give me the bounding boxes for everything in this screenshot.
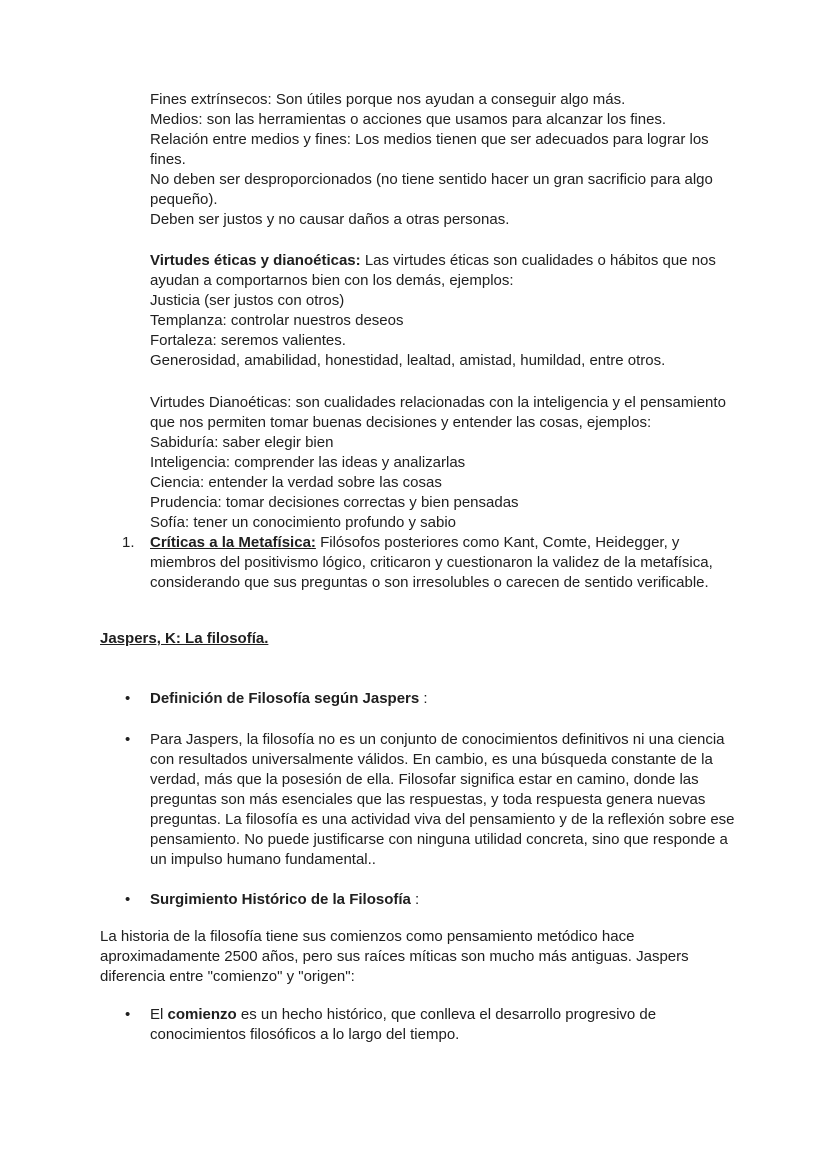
surgimiento-lead: Surgimiento Histórico de la Filosofía: [150, 891, 411, 908]
line-relacion-medios-fines: Relación entre medios y fines: Los medios tienen que ser adecuados para lograr los fines.: [150, 131, 709, 168]
comienzo-pre: El: [150, 1006, 168, 1023]
line-inteligencia: Inteligencia: comprender las ideas y analizarlas: [150, 454, 466, 471]
paragraph-virtudes-eticas: [150, 251, 738, 291]
definicion-text: [150, 689, 738, 709]
virtudes-eticas-block: [150, 251, 738, 371]
criticas-rest: Filósofos posteriores como Kant, Comte, Heidegger, y miembros del positivismo lógico, criticaron y cuestionaron la validez de la metafísica, considerando que sus preguntas o son irresolubles o carecen de sentido verificable.: [150, 534, 713, 591]
para-jaspers-text: Para Jaspers, la filosofía no es un conjunto de conocimientos definitivos ni una ciencia con resultados universalmente válidos. En cambio, es una búsqueda constante de la verdad, más que la posesión de ella. Filosofar significa estar en camino, donde las preguntas son más esenciales que las respuestas, y toda respuesta genera nuevas preguntas. La filosofía es una actividad viva del pensamiento y de la reflexión sobre ese pensamiento. No puede justificarse con ninguna utilidad concreta, sino que responde a un impulso humano fundamental..: [150, 731, 735, 868]
line-ciencia: Ciencia: entender la verdad sobre las cosas: [150, 474, 442, 491]
line-no-desproporcionados: No deben ser desproporcionados (no tiene sentido hacer un gran sacrificio para algo pequeño).: [150, 171, 713, 208]
comienzo-bold: comienzo: [167, 1006, 237, 1023]
definicion-rest: :: [419, 690, 428, 707]
line-sabiduria: Sabiduría: saber elegir bien: [150, 434, 334, 451]
virtudes-eticas-lead: Virtudes éticas y dianoéticas:: [150, 252, 361, 269]
line-generosidad: Generosidad, amabilidad, honestidad, lealtad, amistad, humildad, entre otros.: [150, 352, 666, 369]
line-prudencia: Prudencia: tomar decisiones correctas y bien pensadas: [150, 494, 519, 511]
numbered-item-criticas: [100, 533, 738, 593]
criticas-text: [150, 533, 738, 593]
paragraph-historia: La historia de la filosofía tiene sus comienzos como pensamiento metódico hace aproximadamente 2500 años, pero sus raíces míticas son mucho más antiguas. Jaspers diferencia entre "comienzo" y "origen":: [100, 928, 689, 985]
bullet-definicion: [100, 689, 738, 709]
bullet-icon: •: [125, 891, 131, 908]
definicion-lead: Definición de Filosofía según Jaspers: [150, 690, 420, 707]
comienzo-post: es un hecho histórico, que conlleva el desarrollo progresivo de conocimientos filosóficos a lo largo del tiempo.: [150, 1006, 657, 1043]
virtudes-eticas-rest: Las virtudes éticas son cualidades o hábitos que nos ayudan a comportarnos bien con los demás, ejemplos:: [150, 252, 716, 289]
comienzo-text: [150, 1005, 738, 1045]
line-sofia: Sofía: tener un conocimiento profundo y sabio: [150, 514, 457, 531]
section-heading-jaspers: Jaspers, K: La filosofía.: [100, 630, 269, 647]
fines-medios-block: [150, 90, 738, 230]
line-fines-extrinsecos: Fines extrínsecos: Son útiles porque nos ayudan a conseguir algo más.: [150, 91, 626, 108]
bullet-icon: •: [125, 690, 131, 707]
line-templanza: Templanza: controlar nuestros deseos: [150, 312, 404, 329]
bullet-para-jaspers: [100, 730, 738, 870]
surgimiento-text: [150, 890, 738, 910]
line-justicia: Justicia (ser justos con otros): [150, 292, 345, 309]
criticas-lead: Críticas a la Metafísica:: [150, 534, 316, 551]
list-number: 1.: [122, 534, 135, 551]
paragraph-virtudes-dianoeticas: Virtudes Dianoéticas: son cualidades relacionadas con la inteligencia y el pensamiento que nos permiten tomar buenas decisiones y entender las cosas, ejemplos:: [150, 394, 726, 431]
surgimiento-rest: :: [410, 891, 420, 908]
virtudes-dianoeticas-block: [150, 393, 738, 533]
bullet-icon: •: [125, 1006, 131, 1023]
bullet-surgimiento: [100, 890, 738, 910]
line-fortaleza: Fortaleza: seremos valientes.: [150, 332, 346, 349]
bullet-comienzo: [100, 1005, 738, 1045]
line-deben-ser-justos: Deben ser justos y no causar daños a otras personas.: [150, 211, 510, 228]
bullet-icon: •: [125, 731, 131, 748]
line-medios: Medios: son las herramientas o acciones que usamos para alcanzar los fines.: [150, 111, 667, 128]
